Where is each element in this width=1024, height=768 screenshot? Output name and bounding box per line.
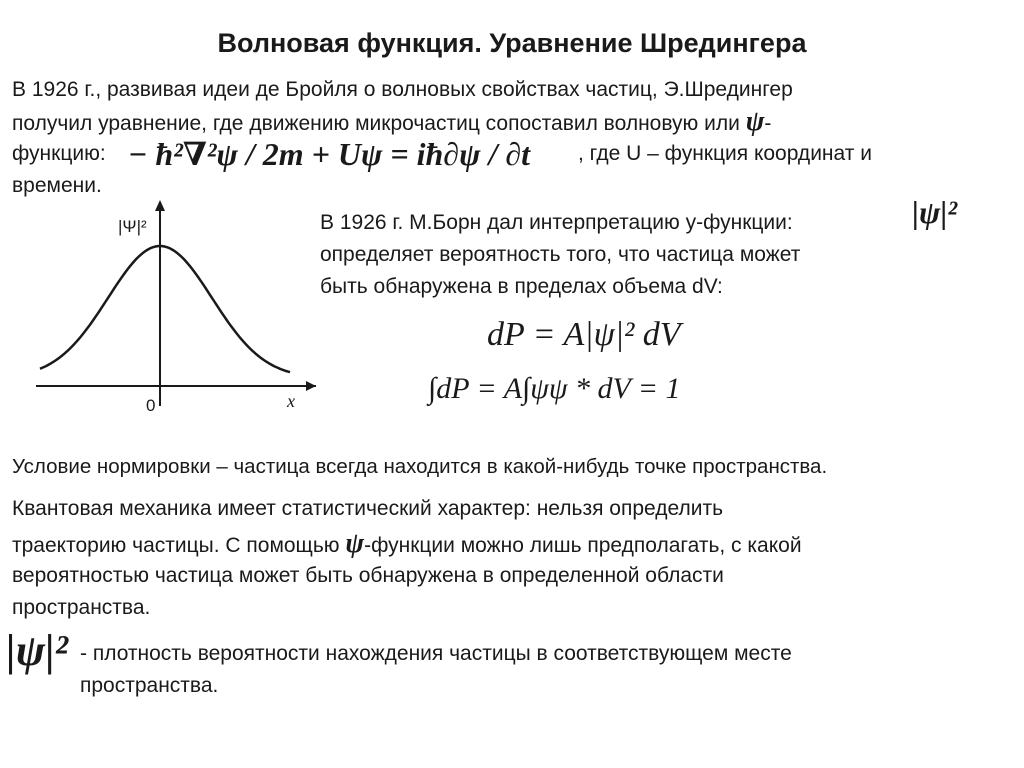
bell-curve (40, 246, 290, 372)
born-line-2: определяет вероятность того, что частица может (320, 243, 801, 266)
origin-label: 0 (146, 396, 156, 415)
psi-symbol-2: ψ (345, 528, 365, 559)
intro-line-1: В 1926 г., развивая идеи де Бройля о волновых свойствах частиц, Э.Шредингер (12, 78, 793, 101)
density-symbol: |ψ|² (6, 626, 68, 675)
density-line-2: пространства. (80, 674, 219, 697)
intro-line-4: времени. (12, 174, 102, 197)
intro-line-3-suffix: , где U – функция координат и (578, 142, 872, 165)
x-axis-label: x (287, 391, 295, 411)
born-abs-psi-squared: |ψ|² (912, 194, 958, 230)
x-axis-arrow (306, 381, 316, 391)
normalization-integral: ∫dP = A∫ψψ * dV = 1 (428, 372, 681, 405)
psi-symbol: ψ (745, 106, 765, 137)
born-formula-dp: dP = A|ψ|² dV (487, 316, 681, 353)
y-axis-label: |Ψ|² (118, 217, 147, 236)
y-axis-arrow (155, 200, 165, 211)
intro-line-2-dash: - (764, 112, 772, 135)
schrodinger-equation: − ħ²∇²ψ / 2m + Uψ = iħ∂ψ / ∂t (128, 136, 531, 172)
statistical-line-2-rest: -функции можно лишь предполагать, с какой (364, 534, 802, 557)
statistical-line-2-text: траекторию частицы. С помощью (12, 534, 340, 557)
statistical-line-4: пространства. (12, 596, 151, 619)
statistical-line-3: вероятностью частица может быть обнаружена в определенной области (12, 564, 724, 587)
probability-density-graph (0, 196, 320, 426)
born-line-3: быть обнаружена в пределах объема dV: (320, 275, 723, 298)
born-line-1: В 1926 г. М.Борн дал интерпретацию y-функции: (320, 211, 793, 234)
normalization-text: Условие нормировки – частица всегда находится в какой-нибудь точке пространства. (12, 455, 828, 478)
statistical-line-1: Квантовая механика имеет статистический характер: нельзя определить (12, 497, 724, 520)
density-line-1: - плотность вероятности нахождения частицы в соответствующем месте (80, 642, 792, 665)
statistical-line-2 (12, 528, 802, 561)
intro-line-3-prefix: функцию: (12, 142, 106, 165)
page-title: Волновая функция. Уравнение Шредингера (217, 28, 807, 58)
intro-line-2-text: получил уравнение, где движению микрочастиц сопоставил волновую или (12, 112, 740, 135)
